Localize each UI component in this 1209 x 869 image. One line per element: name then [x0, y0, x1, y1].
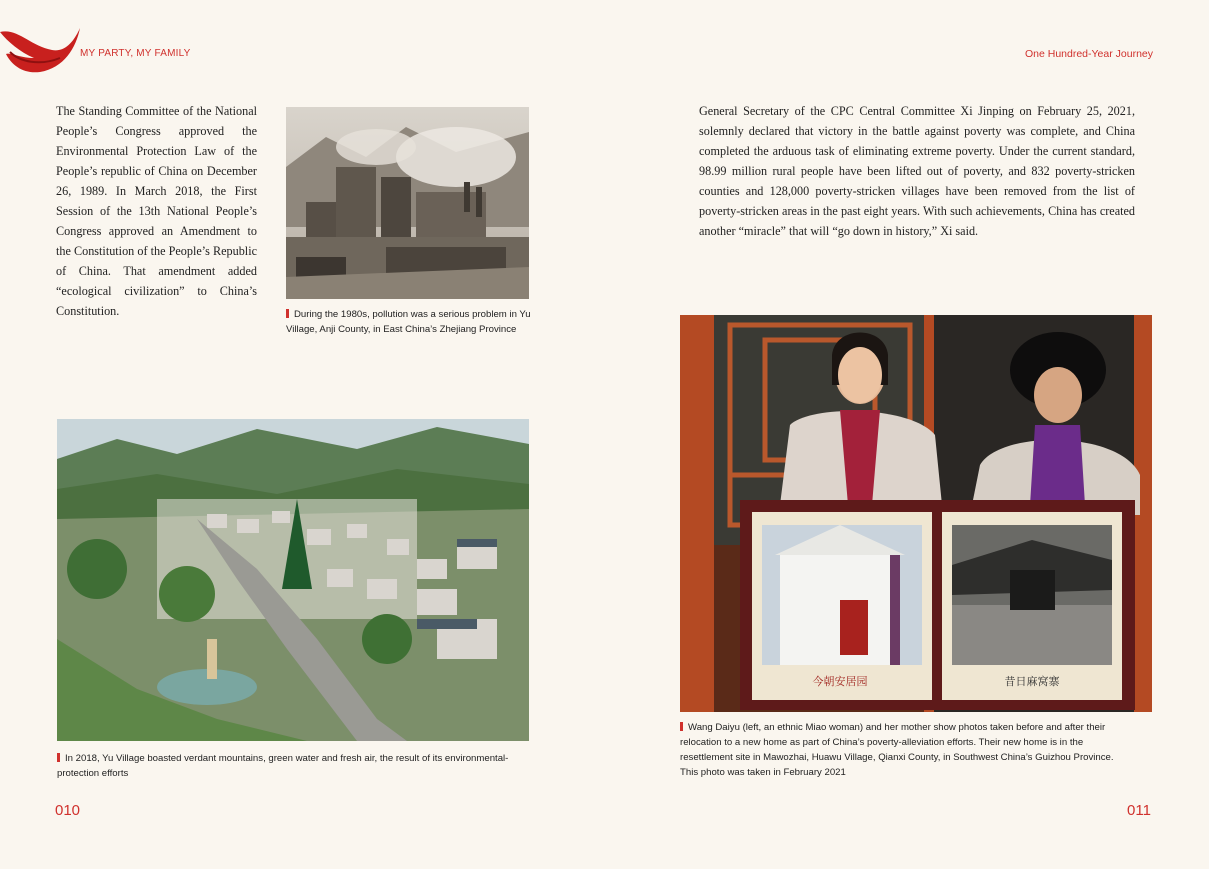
page-number-left: 010	[55, 802, 81, 819]
header-title-left: MY PARTY, MY FAMILY	[80, 48, 191, 59]
party-ribbon-logo	[0, 22, 82, 74]
left-body-paragraph: The Standing Committee of the National People’s Congress approved the Environmental Protection Law of the People’s republic of China on December 26, 1989. In March 2018, the First Session of the 13th National People’s Congress approved an Amendment to the Constitution of the People’s Republic of China. That amendment added “ecological civilization” to China’s Constitution.	[56, 104, 257, 318]
frame-label-old: 昔日麻窝寨	[1004, 675, 1060, 688]
green-village-aerial-photo	[57, 419, 529, 741]
photo1-caption: During the 1980s, pollution was a serious problem in Yu Village, Anji County, in East China’s Zhejiang Province	[286, 309, 531, 335]
caption-marker	[57, 753, 60, 762]
photo2-caption: In 2018, Yu Village boasted verdant mountains, green water and fresh air, the result of its environmental-protection efforts	[57, 753, 509, 779]
header-title-right: One Hundred-Year Journey	[1024, 48, 1153, 60]
factory-pollution-photo	[286, 107, 529, 299]
page-number-right: 011	[1127, 802, 1151, 819]
photo3-caption: Wang Daiyu (left, an ethnic Miao woman) and her mother show photos taken before and after their relocation to a new home as part of China’s poverty-alleviation efforts. Their new home is in the resettlement site in Mawozhai, Huawu Village, Qianxi County, in Southwest China’s Guizhou Province. This photo was taken in February 2021	[680, 722, 1114, 778]
miao-women-photo	[680, 315, 1152, 712]
right-body-paragraph: General Secretary of the CPC Central Committee Xi Jinping on February 25, 2021, solemnly declared that victory in the battle against poverty was complete, and China completed the arduous task of eliminating extreme poverty. Under the current standard, 98.99 million rural people have been lifted out of poverty, and 832 poverty-stricken counties and 128,000 poverty-stricken villages have been removed from the list of poverty-stricken areas in the past eight years. With such achievements, China has created another “miracle” that will “go down in history,” Xi said.	[699, 104, 1135, 238]
frame-label-new: 今朝安居园	[812, 675, 868, 688]
caption-marker	[680, 722, 683, 731]
caption-marker	[286, 309, 289, 318]
